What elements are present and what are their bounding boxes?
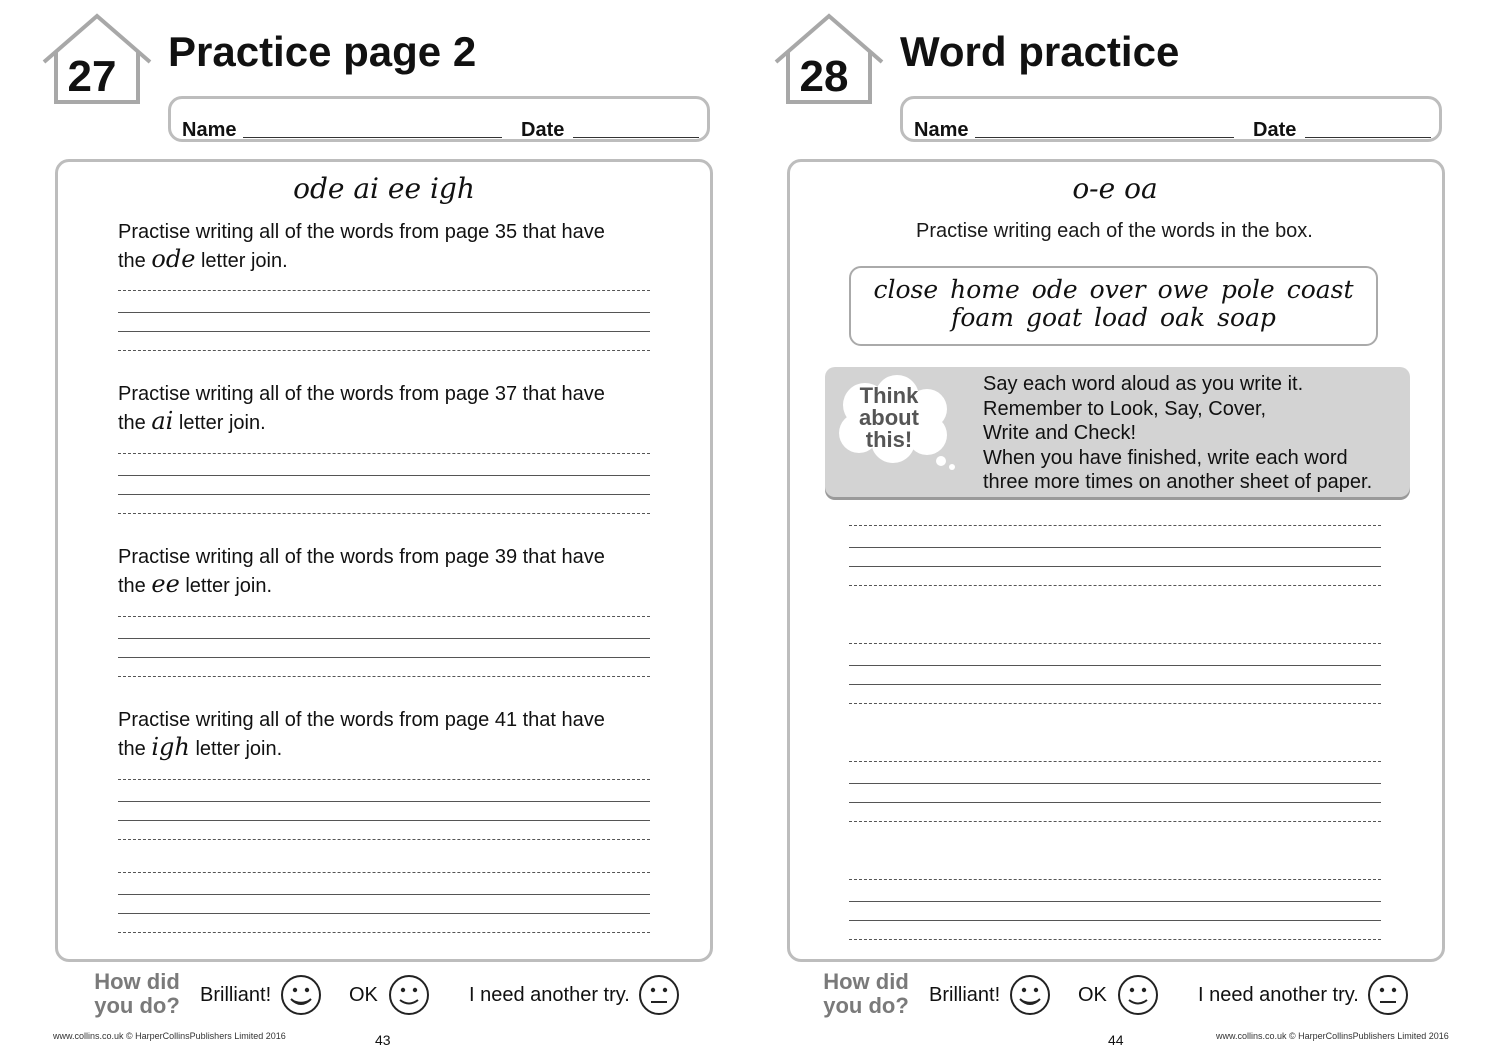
- house-icon: [42, 12, 152, 106]
- word: close: [873, 275, 939, 304]
- page-badge-number: 27: [67, 52, 117, 101]
- smile-face-icon[interactable]: [1117, 974, 1159, 1016]
- think-about-this-heading: Think about this!: [859, 383, 919, 452]
- writing-lines[interactable]: [849, 761, 1381, 823]
- exercise-instruction: Practise writing all of the words from page 41 that have the igh letter join.: [118, 709, 605, 761]
- ok-label: OK: [1078, 984, 1107, 1006]
- instruction-text: Practise writing each of the words in the box.: [916, 220, 1313, 242]
- word: load: [1094, 303, 1148, 332]
- page-title: Practice page 2: [168, 28, 477, 75]
- copyright: www.collins.co.uk © HarperCollinsPublishers Limited 2016: [1216, 1031, 1449, 1041]
- how-did-you-do-label: How did you do?: [94, 969, 180, 1018]
- self-assessment: [82, 970, 722, 1020]
- word: oak: [1160, 303, 1206, 332]
- name-date-box: [168, 96, 710, 142]
- page-number: 43: [375, 1032, 391, 1048]
- word: foam: [951, 303, 1015, 332]
- date-label: Date: [521, 119, 565, 141]
- word-row: [851, 276, 1376, 304]
- neutral-face-icon[interactable]: [638, 974, 680, 1016]
- word-box: [849, 266, 1378, 346]
- name-field[interactable]: [975, 137, 1234, 138]
- word: coast: [1286, 275, 1354, 304]
- word-row: [851, 304, 1376, 332]
- ok-label: OK: [349, 984, 378, 1006]
- how-did-you-do-label: How did you do?: [823, 969, 909, 1018]
- name-date-box: [900, 96, 1442, 142]
- page-number: 44: [1108, 1032, 1124, 1048]
- date-field[interactable]: [573, 137, 699, 138]
- word: owe: [1157, 275, 1209, 304]
- page-badge-number: 28: [799, 52, 849, 101]
- word: goat: [1026, 303, 1083, 332]
- house-icon: [774, 12, 884, 106]
- word: ode: [1031, 275, 1078, 304]
- date-label: Date: [1253, 119, 1297, 141]
- word: soap: [1217, 303, 1276, 332]
- need-another-try-label: I need another try.: [1198, 984, 1359, 1006]
- letter-joins-heading: o-e oa: [1072, 172, 1158, 205]
- letter-joins-heading: ode ai ee igh: [293, 172, 475, 205]
- self-assessment: [811, 970, 1451, 1020]
- writing-lines[interactable]: [849, 525, 1381, 587]
- writing-lines[interactable]: [849, 643, 1381, 705]
- big-smile-face-icon[interactable]: [280, 974, 322, 1016]
- writing-lines[interactable]: [118, 290, 650, 352]
- writing-lines[interactable]: [118, 616, 650, 678]
- name-field[interactable]: [243, 137, 502, 138]
- word: home: [950, 275, 1020, 304]
- brilliant-label: Brilliant!: [929, 984, 1001, 1006]
- writing-lines[interactable]: [849, 879, 1381, 941]
- writing-lines[interactable]: [118, 779, 650, 841]
- exercise-instruction: Practise writing all of the words from page 35 that have the ode letter join.: [118, 221, 605, 273]
- letter-join: ee: [151, 570, 180, 598]
- page-title: Word practice: [900, 28, 1180, 75]
- exercise-instruction: Practise writing all of the words from page 37 that have the ai letter join.: [118, 383, 605, 435]
- letter-join: ode: [151, 245, 196, 273]
- writing-lines[interactable]: [118, 453, 650, 515]
- smile-face-icon[interactable]: [388, 974, 430, 1016]
- big-smile-face-icon[interactable]: [1009, 974, 1051, 1016]
- brilliant-label: Brilliant!: [200, 984, 272, 1006]
- need-another-try-label: I need another try.: [469, 984, 630, 1006]
- exercise-instruction: Practise writing all of the words from page 39 that have the ee letter join.: [118, 546, 605, 598]
- letter-join: igh: [151, 733, 190, 761]
- word: pole: [1220, 275, 1275, 304]
- writing-lines[interactable]: [118, 872, 650, 934]
- name-label: Name: [914, 119, 969, 141]
- date-field[interactable]: [1305, 137, 1431, 138]
- tip-text: Say each word aloud as you write it. Remember to Look, Say, Cover, Write and Check! When you have finished, write each word three more times on another sheet of paper.: [983, 373, 1373, 493]
- name-label: Name: [182, 119, 237, 141]
- copyright: www.collins.co.uk © HarperCollinsPublishers Limited 2016: [53, 1031, 286, 1041]
- neutral-face-icon[interactable]: [1367, 974, 1409, 1016]
- word: over: [1089, 275, 1146, 304]
- letter-join: ai: [151, 407, 174, 435]
- think-about-this-panel: [825, 367, 1410, 497]
